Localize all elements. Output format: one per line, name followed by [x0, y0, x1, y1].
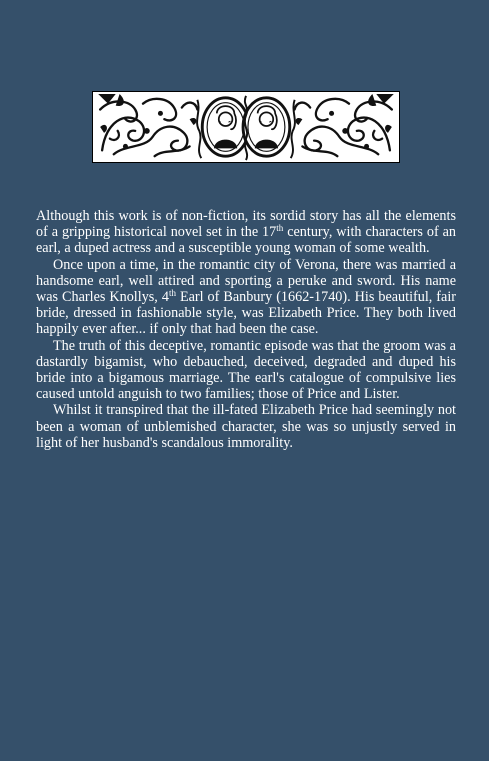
ornament-headpiece-image	[92, 91, 400, 163]
paragraph-1-text-a: Although this work is of non-fiction, its sordid story has all the elements of a gripping historical novel set in the 17	[36, 208, 456, 241]
paragraph-2-text-a: Once upon a time, in the romantic city of Verona, there was married a handsome earl, well attired and sporting a peruke and sword. His name was Charles Knollys, 4	[36, 256, 456, 306]
decorative-headpiece-icon	[93, 92, 399, 162]
paragraph-1-text-b: century, with characters of an earl, a duped actress and a susceptible young woman of some wealth.	[36, 224, 456, 257]
paragraph-1-superscript: th	[276, 223, 284, 234]
paragraph-2	[36, 257, 456, 338]
paragraph-1	[36, 208, 456, 257]
paragraph-3: The truth of this deceptive, romantic episode was that the groom was a dastardly bigamist, who debauched, deceived, degraded and duped his bride into a bigamous marriage. The earl's catalogue of compulsive lies caused untold anguish to two families; those of Price and Lister.	[36, 337, 456, 403]
paragraph-4: Whilst it transpired that the ill-fated Elizabeth Price had seemingly not been a woman of unblemished character, she was so unjustly served in light of her husband's scandalous immorality.	[36, 402, 456, 451]
paragraph-2-text-b: Earl of Banbury (1662-1740). His beautiful, fair bride, dressed in fashionable style, was Elizabeth Price. They both lived happily ever after... if only that had been the case.	[36, 289, 456, 338]
paragraph-2-superscript: th	[168, 288, 176, 299]
portrait-medallion-right-icon	[243, 98, 290, 156]
body-text	[36, 208, 456, 451]
